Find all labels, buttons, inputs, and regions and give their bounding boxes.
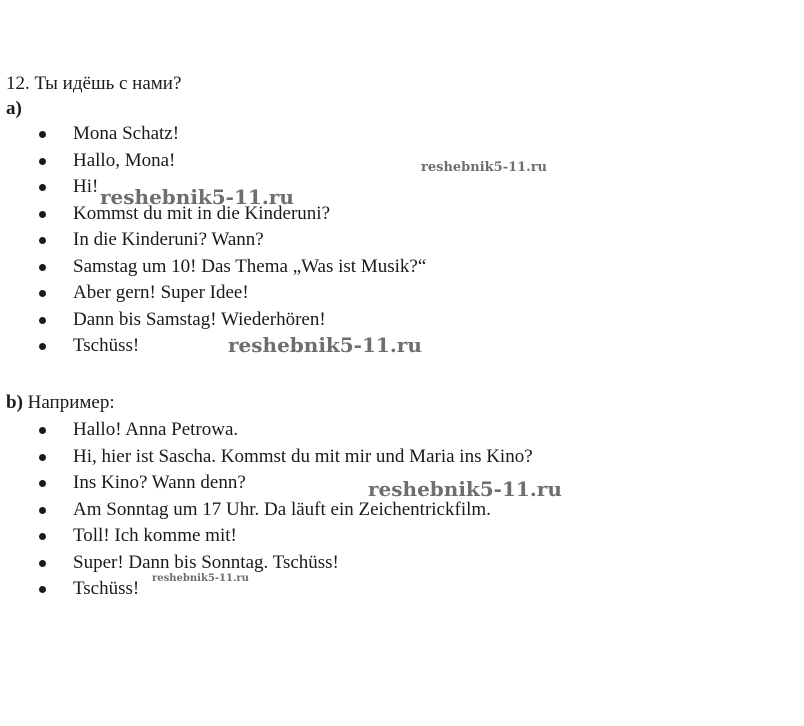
bullet-icon [39,184,46,191]
part-b-label: b) [6,392,23,413]
watermark: reshebnik5-11.ru [368,477,562,501]
bullet-icon [39,131,46,138]
bullet-icon [39,507,46,514]
exercise-title: 12. Ты идёшь с нами? [6,73,182,94]
bullet-icon [39,343,46,350]
document-page: 12. Ты идёшь с нами? a) Mona Schatz! Hallo, Mona! Hi! Kommst du mit in die Kinderuni? In die Kinderuni? Wann? Samstag um 10! Das Thema „Was ist Musik?“ Aber gern! Super Idee! Dann bis Samstag! Wiederhören! Tschüss! b) Например: Hallo! Anna Petrowa. Hi, hier ist Sascha. Kommst du mit mir und Maria ins Kino? Ins Kino? Wann denn? Am Sonntag um 17 Uhr. Da läuft ein Zeichentrickfilm. Toll! Ich komme mit! Super! Dann bis Sonntag. Tschüss! Tschüss! reshebnik5-11.ru reshebnik5-11.ru reshebnik5-11.ru reshebnik5-11.ru reshebnik5-11.ru [6,73,562,599]
bullet-icon [39,427,46,434]
watermark: reshebnik5-11.ru [100,185,294,209]
bullet-icon [39,454,46,461]
bullet-icon [39,586,46,593]
watermark: reshebnik5-11.ru [228,333,422,357]
bullet-icon [39,533,46,540]
bullet-icon [39,211,46,218]
part-a-label: a) [6,98,22,119]
watermark: reshebnik5-11.ru [152,573,249,584]
bullet-icon [39,290,46,297]
watermark: reshebnik5-11.ru [421,160,548,175]
bullet-icon [39,560,46,567]
bullet-icon [39,480,46,487]
bullet-icon [39,264,46,271]
part-b-heading [6,392,115,414]
part-b-intro: Например: [22,392,115,413]
bullet-icon [39,317,46,324]
bullet-icon [39,237,46,244]
bullet-icon [39,158,46,165]
